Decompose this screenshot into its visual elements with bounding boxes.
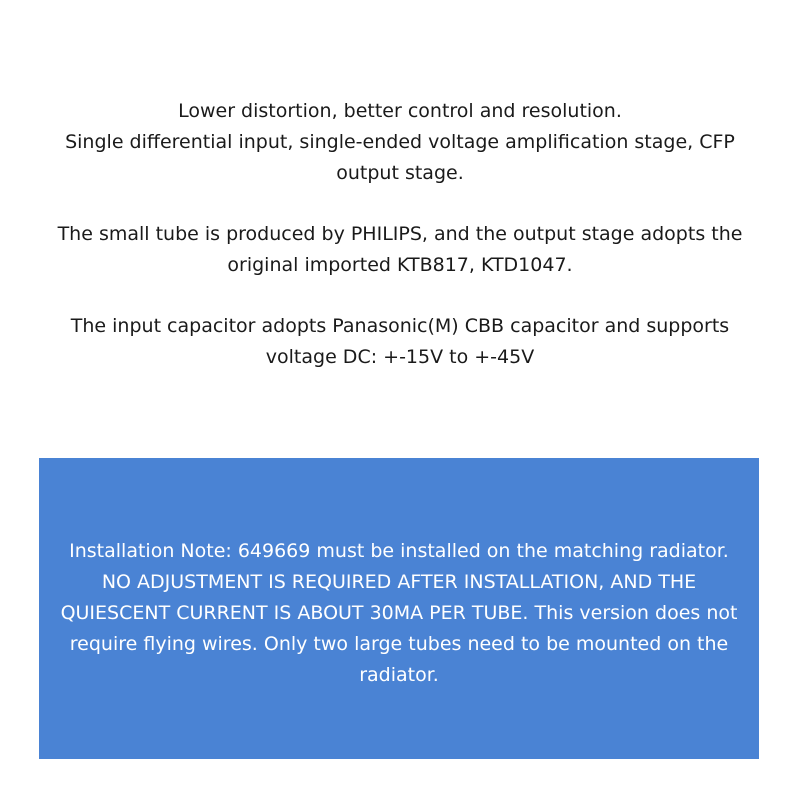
description-paragraph-2: The small tube is produced by PHILIPS, and the output stage adopts the original imported KTB817, KTD1047. — [57, 223, 743, 276]
product-description — [40, 96, 760, 373]
description-line-stages: Single differential input, single-ended voltage amplification stage, CFP output stage. — [65, 131, 735, 184]
description-paragraph-1 — [40, 96, 760, 189]
installation-note-text: Installation Note: 649669 must be installed on the matching radiator. NO ADJUSTMENT IS REQUIRED AFTER INSTALLATION, AND THE QUIESCENT CURRENT IS ABOUT 30MA PER TUBE. This version does not require flying wires. Only two large tubes need to be mounted on the radiator. — [60, 540, 738, 686]
installation-note-box — [39, 458, 759, 759]
description-paragraph-3: The input capacitor adopts Panasonic(M) CBB capacitor and supports voltage DC: +-15V to +-45V — [70, 315, 730, 368]
description-line-distortion: Lower distortion, better control and resolution. — [178, 100, 622, 122]
